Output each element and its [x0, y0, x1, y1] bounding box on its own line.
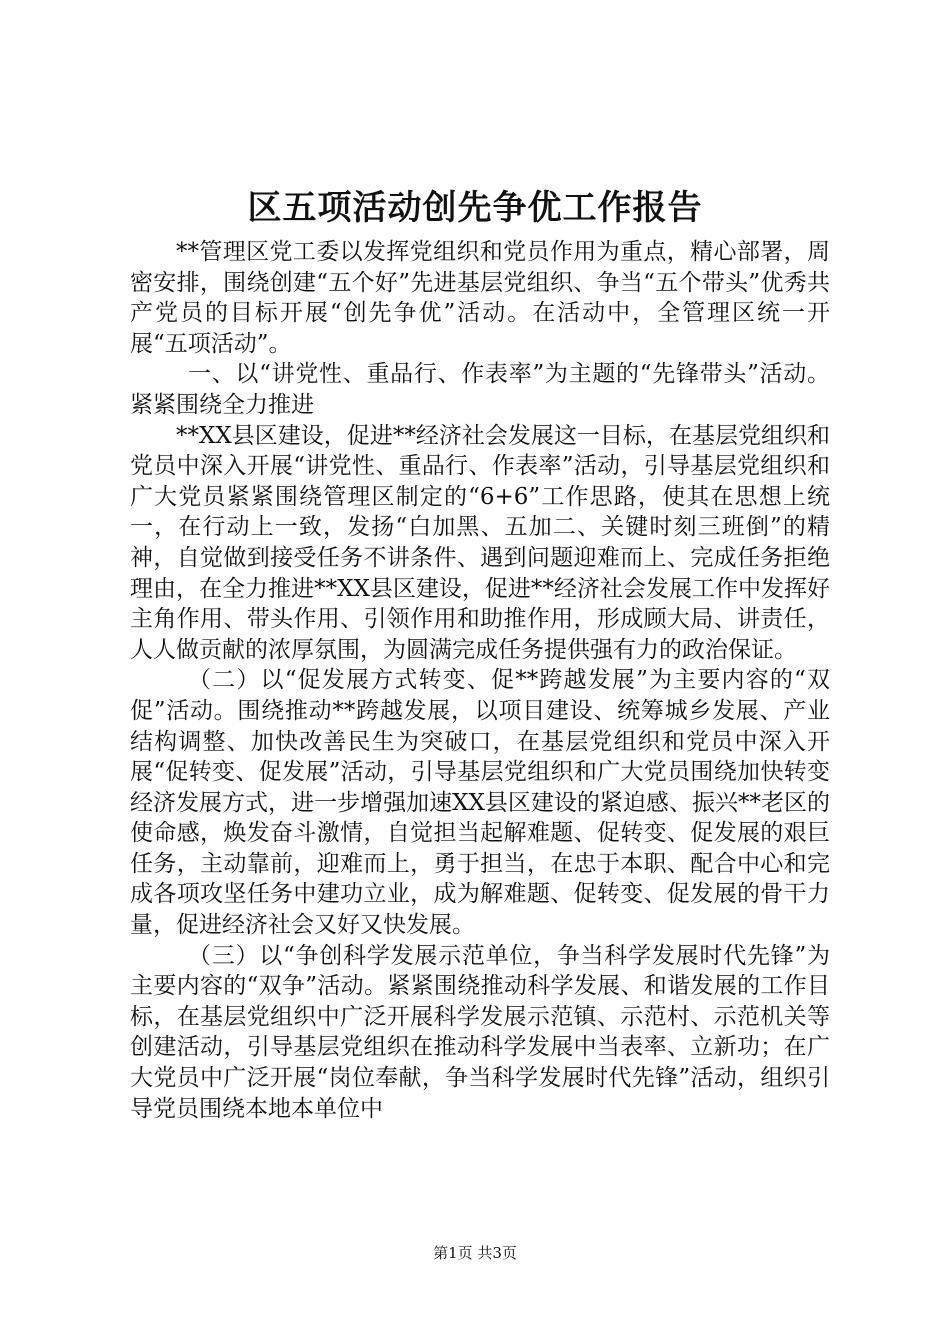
paragraph-section-two: （二）以“促发展方式转变、促**跨越发展”为主要内容的“双促”活动。围绕推动**跨越发展，以项目建设、统筹城乡发展、产业结构调整、加快改善民生为突破口，在基层党组织和党员中深入开展“促转变、促发展”活动，引导基层党组织和广大党员围绕加快转变经济发展方式，进一步增强加速XX县区建设的紧迫感、振兴**老区的使命感，焕发奋斗激情，自觉担当起解难题、促转变、促发展的艰巨任务，主动靠前，迎难而上，勇于担当，在忠于本职、配合中心和完成各项攻坚任务中建功立业，成为解难题、促转变、促发展的骨干力量，促进经济社会又好又快发展。	[130, 667, 830, 939]
paragraph-section-one: 一、以“讲党性、重品行、作表率”为主题的“先锋带头”活动。紧紧围绕全力推进	[130, 361, 830, 418]
document-title: 区五项活动创先争优工作报告	[247, 188, 703, 228]
document-body	[130, 237, 830, 1124]
paragraph-intro: **管理区党工委以发挥党组织和党员作用为重点，精心部署，周密安排，围绕创建“五个好”先进基层党组织、争当“五个带头”优秀共产党员的目标开展“创先争优”活动。在活动中，全管理区统一开展“五项活动”。	[130, 239, 830, 357]
paragraph-section-three: （三）以“争创科学发展示范单位，争当科学发展时代先锋”为主要内容的“双争”活动。紧紧围绕推动科学发展、和谐发展的工作目标，在基层党组织中广泛开展科学发展示范镇、示范村、示范机关等创建活动，引导基层党组织在推动科学发展中当表率、立新功；在广大党员中广泛开展“岗位奉献，争当科学发展时代先锋”活动，组织引导党员围绕本地本单位中	[130, 942, 830, 1122]
page-footer: 第1页 共3页	[433, 1244, 517, 1262]
paragraph-section-one-body: **XX县区建设，促进**经济社会发展这一目标，在基层党组织和党员中深入开展“讲党性、重品行、作表率”活动，引导基层党组织和广大党员紧紧围绕管理区制定的“6+6”工作思路，使其在思想上统一，在行动上一致，发扬“白加黑、五加二、关键时刻三班倒”的精神，自觉做到接受任务不讲条件、遇到问题迎难而上、完成任务拒绝理由，在全力推进**XX县区建设，促进**经济社会发展工作中发挥好主角作用、带头作用、引领作用和助推作用，形成顾大局、讲责任，人人做贡献的浓厚氛围，为圆满完成任务提供强有力的政治保证。	[130, 422, 830, 663]
